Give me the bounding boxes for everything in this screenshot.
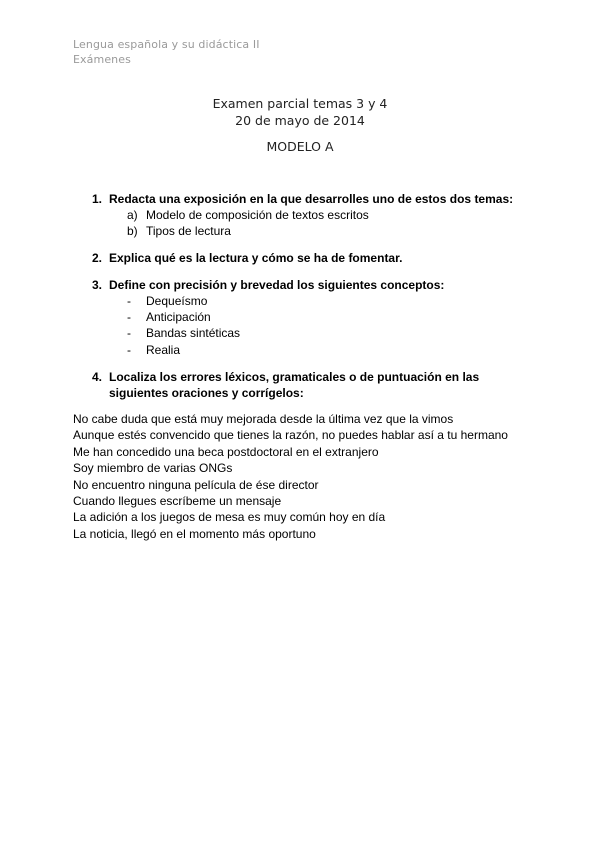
document-header xyxy=(73,37,260,67)
sentence: No cabe duda que está muy mejorada desde la última vez que la vimos xyxy=(73,412,454,426)
sentence: La noticia, llegó en el momento más oportuno xyxy=(73,526,316,541)
sentence: Cuando llegues escríbeme un mensaje xyxy=(73,493,282,508)
question-2 xyxy=(92,250,529,266)
question-text: Explica qué es la lectura y cómo se ha de fomentar. xyxy=(109,251,403,265)
sentence: No encuentro ninguna película de ése director xyxy=(73,477,319,492)
course-name: Lengua española y su didáctica II xyxy=(73,38,260,51)
list-item xyxy=(127,293,207,309)
question-text: Redacta una exposición en la que desarrolles uno de estos dos temas: xyxy=(109,192,514,206)
exam-title-block xyxy=(0,95,600,129)
question-number: 3. xyxy=(92,278,103,292)
section-name: Exámenes xyxy=(73,53,131,66)
exam-model: MODELO A xyxy=(266,139,334,154)
sentence: Aunque estés convencido que tienes la razón, no puedes hablar así a tu hermano xyxy=(73,428,508,443)
question-1 xyxy=(92,191,529,207)
list-marker: - xyxy=(127,310,131,324)
list-item-text: Tipos de lectura xyxy=(146,224,231,238)
list-item-text: Realia xyxy=(146,343,181,357)
list-item xyxy=(127,309,211,325)
sentence-list xyxy=(73,411,508,542)
list-item-text: Dequeísmo xyxy=(146,294,208,308)
question-text: Define con precisión y brevedad los siguientes conceptos: xyxy=(109,278,445,292)
list-item xyxy=(127,207,369,223)
exam-date: 20 de mayo de 2014 xyxy=(235,113,365,128)
list-marker: a) xyxy=(127,208,138,222)
sentence: La adición a los juegos de mesa es muy común hoy en día xyxy=(73,510,386,525)
list-item-text: Bandas sintéticas xyxy=(146,326,241,340)
sentence: Me han concedido una beca postdoctoral en el extranjero xyxy=(73,444,379,459)
question-text: Localiza los errores léxicos, gramaticales o de puntuación en las siguientes oraciones y corrígelos: xyxy=(109,370,480,400)
exam-title: Examen parcial temas 3 y 4 xyxy=(212,96,388,111)
question-3 xyxy=(92,277,529,293)
question-4 xyxy=(92,369,529,401)
question-number: 1. xyxy=(92,192,103,206)
list-item xyxy=(127,325,240,341)
list-marker: - xyxy=(127,343,131,357)
question-number: 4. xyxy=(92,370,103,384)
list-item-text: Anticipación xyxy=(146,310,211,324)
list-marker: b) xyxy=(127,224,138,238)
list-item xyxy=(127,342,180,358)
list-marker: - xyxy=(127,326,131,340)
list-item-text: Modelo de composición de textos escritos xyxy=(146,208,369,222)
list-item xyxy=(127,223,231,239)
list-marker: - xyxy=(127,294,131,308)
sentence: Soy miembro de varias ONGs xyxy=(73,461,233,476)
question-number: 2. xyxy=(92,251,103,265)
